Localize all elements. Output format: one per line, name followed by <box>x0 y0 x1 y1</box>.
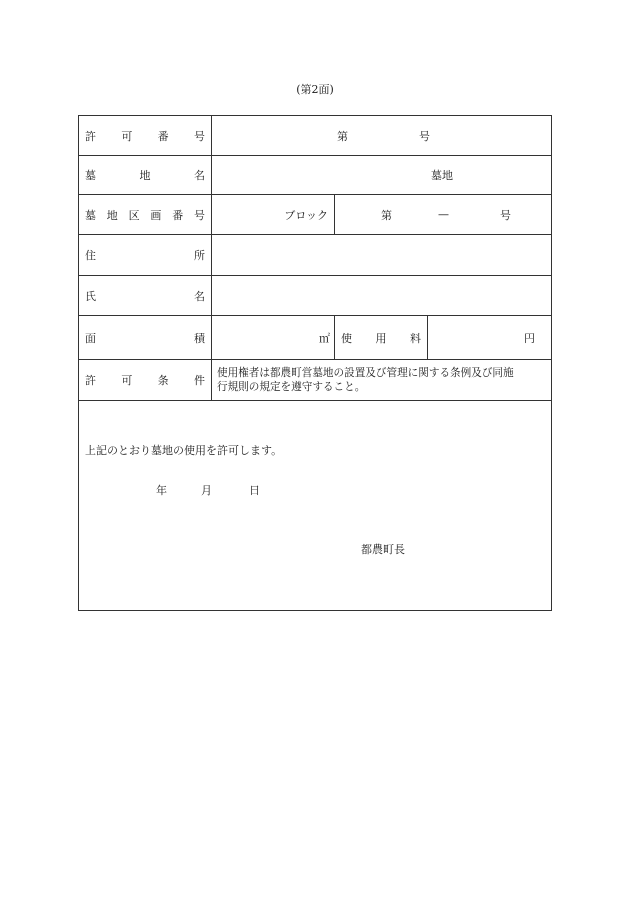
row-plot-number <box>79 195 551 235</box>
permit-statement: 上記のとおり墓地の使用を許可します。 <box>85 444 283 457</box>
value-conditions <box>212 360 551 400</box>
permit-no-suffix: 号 <box>419 129 430 143</box>
plot-no-suffix: 号 <box>500 208 511 222</box>
label-plot-number: 墓 地 区 画 番 号 <box>79 195 212 234</box>
permit-no-prefix: 第 <box>337 129 348 143</box>
plot-no-dash: — <box>438 208 449 221</box>
conditions-line-1: 使用権者は都農町営墓地の設置及び管理に関する条例及び同施 <box>217 367 514 379</box>
label-cemetery-name: 墓 地 名 <box>79 156 212 194</box>
label-area: 面 積 <box>79 316 212 359</box>
value-plot-number[interactable] <box>335 195 551 234</box>
issuer-title: 都農町長 <box>361 543 405 556</box>
value-block[interactable] <box>212 195 335 234</box>
fee-unit: 円 <box>524 331 535 345</box>
row-cemetery-name <box>79 156 551 195</box>
page-heading: (第2面) <box>296 83 334 96</box>
value-address[interactable] <box>212 235 551 275</box>
label-permit-number: 許 可 番 号 <box>79 116 212 155</box>
label-address: 住 所 <box>79 235 212 275</box>
row-address <box>79 235 551 276</box>
permit-form <box>78 115 552 611</box>
row-permit-number <box>79 116 551 156</box>
value-fee[interactable] <box>428 316 551 359</box>
area-unit: ㎡ <box>319 331 330 345</box>
plot-no-prefix: 第 <box>381 208 392 222</box>
label-conditions: 許 可 条 件 <box>79 360 212 400</box>
date-day-label: 日 <box>249 484 260 497</box>
value-cemetery-name[interactable] <box>212 156 551 194</box>
row-conditions <box>79 360 551 401</box>
value-area[interactable] <box>212 316 335 359</box>
label-name: 氏 名 <box>79 276 212 315</box>
date-month-label: 月 <box>201 484 212 497</box>
conditions-line-2: 行規則の規定を遵守すること。 <box>217 381 366 393</box>
value-name[interactable] <box>212 276 551 315</box>
date-year-label: 年 <box>156 484 167 497</box>
value-permit-number[interactable] <box>212 116 551 155</box>
cemetery-name-suffix: 墓地 <box>431 169 453 182</box>
row-name <box>79 276 551 316</box>
label-fee: 使 用 料 <box>335 316 428 359</box>
block-label: ブロック <box>284 208 328 222</box>
row-area-fee <box>79 316 551 360</box>
